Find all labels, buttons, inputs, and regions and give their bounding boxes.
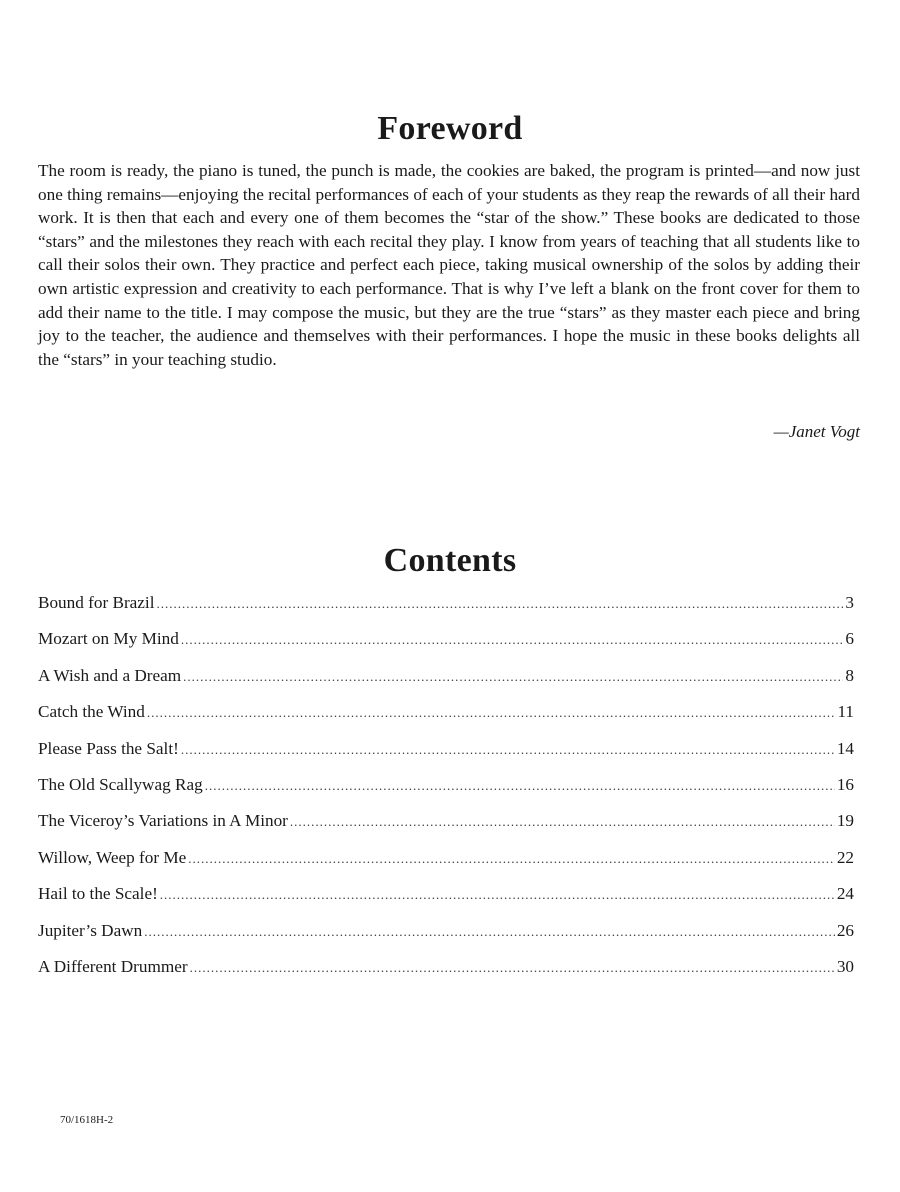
toc-dot-leader bbox=[205, 773, 835, 799]
toc-entry-title: Bound for Brazil bbox=[38, 593, 155, 612]
foreword-body: The room is ready, the piano is tuned, the punch is made, the cookies are baked, the program is printed—and now just one thing remains—enjoying the recital performances of each of your students as they reap the rewards of all their hard work. It is then that each and every one of them becomes the “star of the show.” These books are dedicated to those “stars” and the milestones they reach with each recital they play. I know from years of teaching that all students like to call their solos their own. They practice and perfect each piece, taking musical ownership of the solos by adding their own artistic expression and creativity to each performance. That is why I’ve left a blank on the front cover for them to add their name to the title. I may compose the music, but they are the true “stars” as they master each piece and bring joy to the teacher, the audience and themselves with their performances. I hope the music in these books delights all the “stars” in your teaching studio. bbox=[38, 161, 860, 369]
toc-entry-title: Catch the Wind bbox=[38, 702, 145, 722]
toc-entry-title: Mozart on My Mind bbox=[38, 629, 179, 649]
toc-entry-page: 30 bbox=[836, 956, 854, 976]
toc-entry-a-wish-and-a-dream bbox=[38, 663, 854, 699]
toc-entry-bound-for-brazil bbox=[38, 590, 854, 626]
toc-entry-title: The Viceroy’s Variations in A Minor bbox=[38, 811, 288, 831]
toc-entry-page: 11 bbox=[837, 702, 854, 722]
toc-dot-leader bbox=[181, 737, 835, 763]
toc-entry-hail-to-the-scale bbox=[38, 881, 854, 917]
toc-entry-title: A Different Drummer bbox=[38, 956, 188, 976]
toc-dot-leader bbox=[160, 882, 835, 908]
toc-entry-the-viceroys-variations bbox=[38, 808, 854, 844]
toc-entry-willow-weep-for-me bbox=[38, 845, 854, 881]
toc-entry-title: The Old Scallywag Rag bbox=[38, 774, 203, 794]
toc-dot-leader bbox=[147, 700, 836, 726]
toc-entry-page: 22 bbox=[836, 847, 854, 867]
toc-entry-page: 6 bbox=[845, 629, 854, 649]
foreword-signature: —Janet Vogt bbox=[773, 422, 860, 441]
toc-dot-leader bbox=[183, 664, 843, 690]
toc-dot-leader bbox=[190, 955, 835, 981]
toc-entry-a-different-drummer bbox=[38, 954, 854, 990]
toc-entry-title: Jupiter’s Dawn bbox=[38, 920, 143, 940]
toc-entry-page: 14 bbox=[836, 738, 854, 758]
toc-dot-leader bbox=[144, 919, 835, 945]
foreword-title: Foreword bbox=[377, 110, 523, 147]
toc-entry-mozart-on-my-mind bbox=[38, 626, 854, 662]
toc-dot-leader bbox=[156, 591, 843, 617]
toc-entry-page: 26 bbox=[836, 920, 854, 940]
table-of-contents bbox=[38, 590, 854, 990]
toc-entry-title: A Wish and a Dream bbox=[38, 665, 182, 685]
toc-entry-title: Hail to the Scale! bbox=[38, 884, 158, 904]
toc-entry-jupiters-dawn bbox=[38, 918, 854, 954]
contents-title: Contents bbox=[383, 542, 517, 579]
toc-entry-the-old-scallywag-rag bbox=[38, 772, 854, 808]
toc-entry-page: 3 bbox=[845, 593, 854, 612]
toc-entry-please-pass-the-salt bbox=[38, 736, 854, 772]
toc-entry-page: 16 bbox=[836, 774, 854, 794]
toc-entry-title: Please Pass the Salt! bbox=[38, 738, 179, 758]
toc-entry-title: Willow, Weep for Me bbox=[38, 847, 187, 867]
toc-entry-page: 8 bbox=[845, 665, 854, 685]
toc-dot-leader bbox=[181, 627, 844, 653]
catalog-code: 70/1618H-2 bbox=[60, 1114, 114, 1126]
toc-entry-page: 19 bbox=[836, 811, 854, 831]
toc-dot-leader bbox=[290, 809, 835, 835]
toc-entry-catch-the-wind bbox=[38, 699, 854, 735]
toc-dot-leader bbox=[188, 846, 835, 872]
toc-entry-page: 24 bbox=[836, 884, 854, 904]
